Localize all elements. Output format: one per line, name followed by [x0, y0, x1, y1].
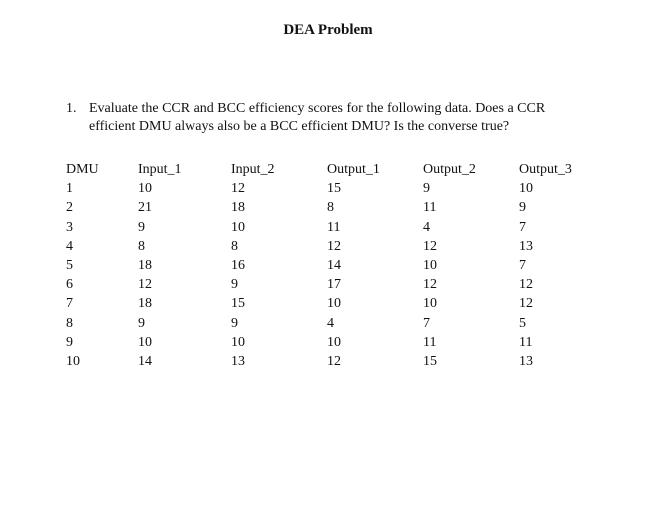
data-table — [66, 160, 599, 371]
table-row — [66, 218, 599, 237]
table-cell: 10 — [327, 334, 341, 350]
header-output-1: Output_1 — [327, 162, 380, 177]
page-title: DEA Problem — [283, 22, 373, 38]
table-cell: 13 — [519, 353, 533, 369]
table-row — [66, 237, 599, 256]
table-cell: 12 — [423, 238, 437, 254]
table-row — [66, 179, 599, 198]
table-cell: 12 — [327, 353, 341, 369]
table-row — [66, 275, 599, 294]
table-row — [66, 294, 599, 313]
table-cell: 15 — [231, 296, 245, 312]
table-cell: 11 — [519, 334, 533, 350]
header-output-3: Output_3 — [519, 162, 572, 177]
table-cell: 12 — [423, 277, 437, 293]
table-cell: 9 — [519, 200, 526, 216]
table-cell: 13 — [519, 238, 533, 254]
table-row — [66, 352, 599, 371]
header-input-1: Input_1 — [138, 162, 182, 177]
table-row — [66, 198, 599, 217]
table-cell: 8 — [138, 238, 145, 254]
table-cell: 14 — [138, 353, 152, 369]
header-input-2: Input_2 — [231, 162, 275, 177]
table-cell: 18 — [138, 296, 152, 312]
table-cell: 15 — [423, 353, 437, 369]
table-cell: 8 — [231, 238, 238, 254]
table-cell: 11 — [423, 334, 437, 350]
question-line-1: Evaluate the CCR and BCC efficiency scores for the following data. Does a CCR — [89, 101, 546, 116]
table-cell: 16 — [231, 257, 245, 273]
table-cell: 10 — [423, 257, 437, 273]
table-cell: 10 — [231, 219, 245, 235]
table-cell: 6 — [66, 277, 73, 293]
table-row — [66, 333, 599, 352]
table-cell: 4 — [327, 315, 334, 331]
table-cell: 7 — [519, 257, 526, 273]
table-cell: 18 — [138, 257, 152, 273]
table-cell: 21 — [138, 200, 152, 216]
table-cell: 9 — [66, 334, 73, 350]
table-cell: 14 — [327, 257, 341, 273]
table-cell: 3 — [66, 219, 73, 235]
header-dmu: DMU — [66, 162, 99, 177]
table-cell: 10 — [138, 181, 152, 197]
table-cell: 11 — [423, 200, 437, 216]
table-cell: 10 — [423, 296, 437, 312]
table-cell: 5 — [66, 257, 73, 273]
question-text — [89, 100, 619, 136]
table-cell: 13 — [231, 353, 245, 369]
table-cell: 8 — [66, 315, 73, 331]
table-cell: 9 — [423, 181, 430, 197]
table-cell: 10 — [519, 181, 533, 197]
table-cell: 7 — [519, 219, 526, 235]
table-cell: 8 — [327, 200, 334, 216]
table-cell: 7 — [423, 315, 430, 331]
question-line-2: efficient DMU always also be a BCC efficient DMU? Is the converse true? — [89, 119, 510, 134]
table-cell: 10 — [66, 353, 80, 369]
table-cell: 9 — [138, 219, 145, 235]
table-cell: 12 — [519, 277, 533, 293]
table-cell: 7 — [66, 296, 73, 312]
table-row — [66, 314, 599, 333]
table-cell: 12 — [231, 181, 245, 197]
table-cell: 5 — [519, 315, 526, 331]
table-cell: 11 — [327, 219, 341, 235]
table-cell: 17 — [327, 277, 341, 293]
table-cell: 1 — [66, 181, 73, 197]
table-cell: 9 — [138, 315, 145, 331]
table-header-row — [66, 160, 599, 179]
table-cell: 10 — [231, 334, 245, 350]
question-number: 1. — [66, 101, 77, 116]
table-cell: 15 — [327, 181, 341, 197]
table-cell: 2 — [66, 200, 73, 216]
table-cell: 12 — [138, 277, 152, 293]
table-cell: 9 — [231, 277, 238, 293]
table-row — [66, 256, 599, 275]
table-cell: 12 — [519, 296, 533, 312]
table-cell: 10 — [327, 296, 341, 312]
table-cell: 12 — [327, 238, 341, 254]
table-cell: 18 — [231, 200, 245, 216]
header-output-2: Output_2 — [423, 162, 476, 177]
table-cell: 4 — [423, 219, 430, 235]
table-cell: 4 — [66, 238, 73, 254]
table-cell: 10 — [138, 334, 152, 350]
table-cell: 9 — [231, 315, 238, 331]
